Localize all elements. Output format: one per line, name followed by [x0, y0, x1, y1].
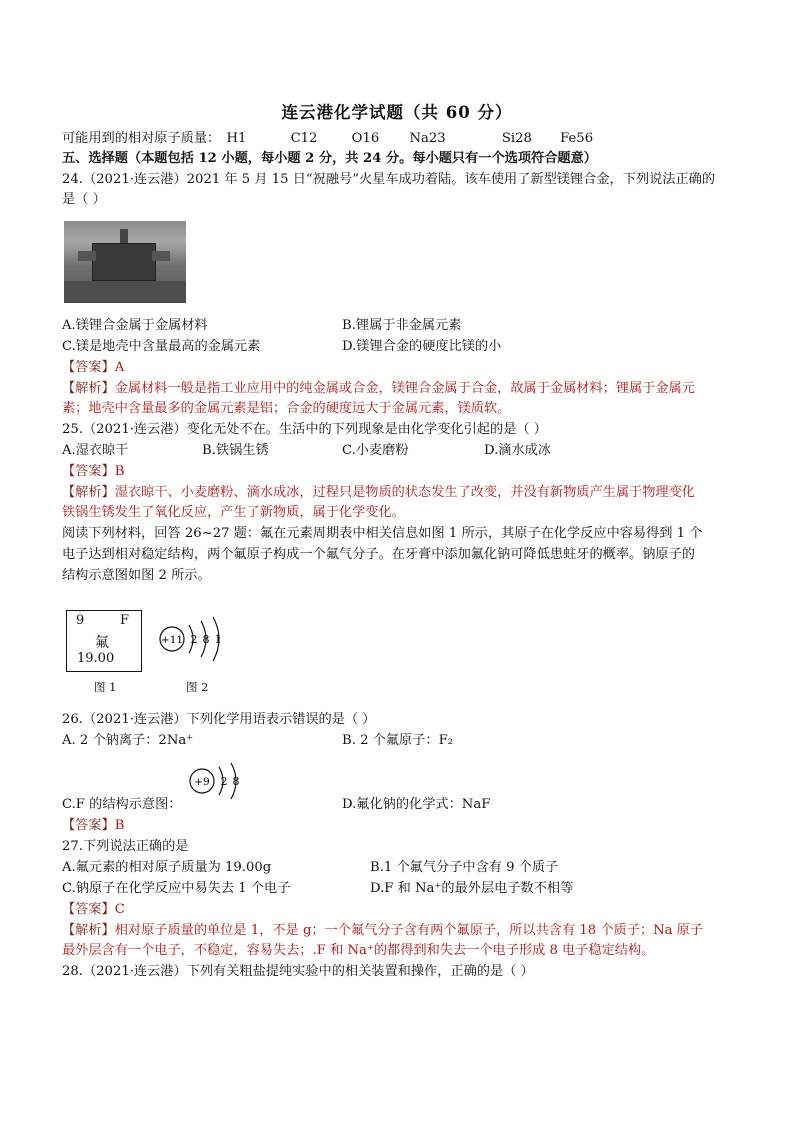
q27-option-c: C.钠原子在化学反应中易失去 1 个电子: [62, 881, 291, 896]
atomic-number: 9: [76, 613, 85, 628]
analysis-tag: 【解析】: [62, 381, 115, 396]
shell-count-1: 2: [190, 633, 198, 646]
analysis-tag: 【解析】: [62, 485, 115, 500]
q25-option-a: A.湿衣晾干: [62, 443, 129, 458]
mass-c: C12: [290, 131, 318, 146]
analysis-text: 金属材料一般是指工业应用中的纯金属或合金，镁锂合金属于合金，故属于金属材料；锂属于金属元: [114, 381, 695, 396]
q25-option-b: B.铁锅生锈: [202, 443, 269, 458]
mass-fe: Fe56: [560, 131, 594, 146]
q25-analysis-line2: 铁锅生锈发生了氧化反应，产生了新物质，属于化学变化。: [62, 505, 405, 520]
reading-line1: 阅读下列材料，回答 26~27 题：氟在元素周期表中相关信息如图 1 所示，其原子在化学反应中容易得到 1 个: [62, 526, 703, 541]
analysis-text: 相对原子质量的单位是 1，不是 g；一个氟气分子含有两个氟原子，所以共含有 18 个质子；Na 原子: [114, 923, 704, 938]
shell-count-2: 8: [232, 775, 240, 788]
sodium-atom-diagram: [156, 612, 246, 674]
mars-rover-photo: [64, 221, 186, 303]
atomic-mass-label: 可能用到的相对原子质量：: [62, 131, 221, 146]
fluorine-element-cell: [66, 610, 142, 672]
answer-value: B: [114, 818, 125, 833]
q27-option-a: A.氟元素的相对原子质量为 19.00g: [62, 860, 272, 875]
answer-value: B: [114, 464, 125, 479]
q24-option-b: B.锂属于非金属元素: [342, 318, 462, 333]
q27-option-d: D.F 和 Na⁺的最外层电子数不相等: [370, 881, 574, 896]
q26-option-d: D.氟化钠的化学式：NaF: [342, 797, 491, 812]
q27-stem: 27.下列说法正确的是: [62, 839, 189, 854]
shell-count-2: 8: [202, 633, 210, 646]
q25-option-c: C.小麦磨粉: [342, 443, 409, 458]
q26-stem: 26.（2021·连云港）下列化学用语表示错误的是（ ）: [62, 712, 376, 727]
fluorine-atom-diagram: [184, 758, 254, 806]
atomic-mass: 19.00: [77, 651, 115, 666]
nucleus-charge: +9: [194, 776, 210, 788]
answer-value: C: [114, 902, 125, 917]
reading-line3: 结构示意图如图 2 所示。: [62, 568, 211, 583]
q24-option-d: D.镁锂合金的硬度比镁的小: [342, 339, 502, 354]
q24-analysis-line1: [62, 379, 695, 399]
mass-na: Na23: [409, 131, 446, 146]
q24-option-c: C.镁是地壳中含量最高的金属元素: [62, 339, 261, 354]
answer-tag: 【答案】: [62, 902, 115, 917]
figure-2-caption: 图 2: [186, 680, 209, 694]
analysis-tag: 【解析】: [62, 923, 115, 938]
q25-option-d: D.滴水成冰: [484, 443, 552, 458]
q27-analysis-line2: 最外层含有一个电子，不稳定，容易失去；.F 和 Na⁺的都得到和失去一个电子形成 8 电子稳定结构。: [62, 943, 655, 958]
mass-h: H1: [226, 131, 247, 146]
answer-value: A: [114, 360, 125, 375]
shell-count-3: 1: [214, 633, 222, 646]
section-heading: 五、选择题（本题包括 12 小题，每小题 2 分，共 24 分。每小题只有一个选项符合题意）: [62, 151, 597, 166]
q25-answer: [62, 462, 124, 482]
q27-option-b: B.1 个氟气分子中含有 9 个质子: [370, 860, 559, 875]
mass-si: Si28: [501, 131, 532, 146]
q26-answer: [62, 816, 124, 836]
q24-analysis-line2: 素；地壳中含量最多的金属元素是铝；合金的硬度远大于金属元素，镁质软。: [62, 401, 511, 416]
q28-stem: 28.（2021·连云港）下列有关粗盐提纯实验中的相关装置和操作，正确的是（ ）: [62, 964, 534, 979]
page-title: 连云港化学试题（共 60 分）: [281, 103, 513, 122]
reading-line2: 电子达到相对稳定结构，两个氟原子构成一个氟气分子。在牙膏中添加氟化钠可降低患蛀牙的概率。钠原子的: [62, 547, 695, 562]
q27-answer: [62, 900, 125, 920]
analysis-text: 湿衣晾干、小麦磨粉、滴水成冰，过程只是物质的状态发生了改变，并没有新物质产生属于物理变化: [114, 485, 695, 500]
nucleus-charge: +11: [160, 634, 184, 646]
q24-option-a: A.镁锂合金属于金属材料: [62, 318, 208, 333]
mass-o: O16: [351, 131, 380, 146]
shell-count-1: 2: [220, 775, 228, 788]
q25-analysis-line1: [62, 483, 695, 503]
q24-answer: [62, 358, 124, 378]
answer-tag: 【答案】: [62, 464, 115, 479]
element-name: 氟: [95, 635, 109, 651]
q26-option-a: A. 2 个钠离子：2Na⁺: [62, 733, 194, 748]
q25-stem: 25.（2021·连云港）变化无处不在。生活中的下列现象是由化学变化引起的是（ ）: [62, 422, 547, 437]
element-symbol: F: [119, 613, 129, 628]
q26-option-c: C.F 的结构示意图：: [62, 797, 182, 812]
atomic-mass-line: [62, 129, 593, 149]
q24-stem-line1: 24.（2021·连云港）2021 年 5 月 15 日“祝融号”火星车成功着陆。该车使用了新型镁锂合金，下列说法正确的: [62, 172, 716, 187]
figure-1-caption: 图 1: [94, 680, 117, 694]
q24-stem-line2: 是（ ）: [62, 192, 106, 207]
q26-option-b: B. 2 个氟原子：F₂: [342, 733, 454, 748]
answer-tag: 【答案】: [62, 360, 115, 375]
q27-analysis-line1: [62, 921, 703, 941]
answer-tag: 【答案】: [62, 818, 115, 833]
